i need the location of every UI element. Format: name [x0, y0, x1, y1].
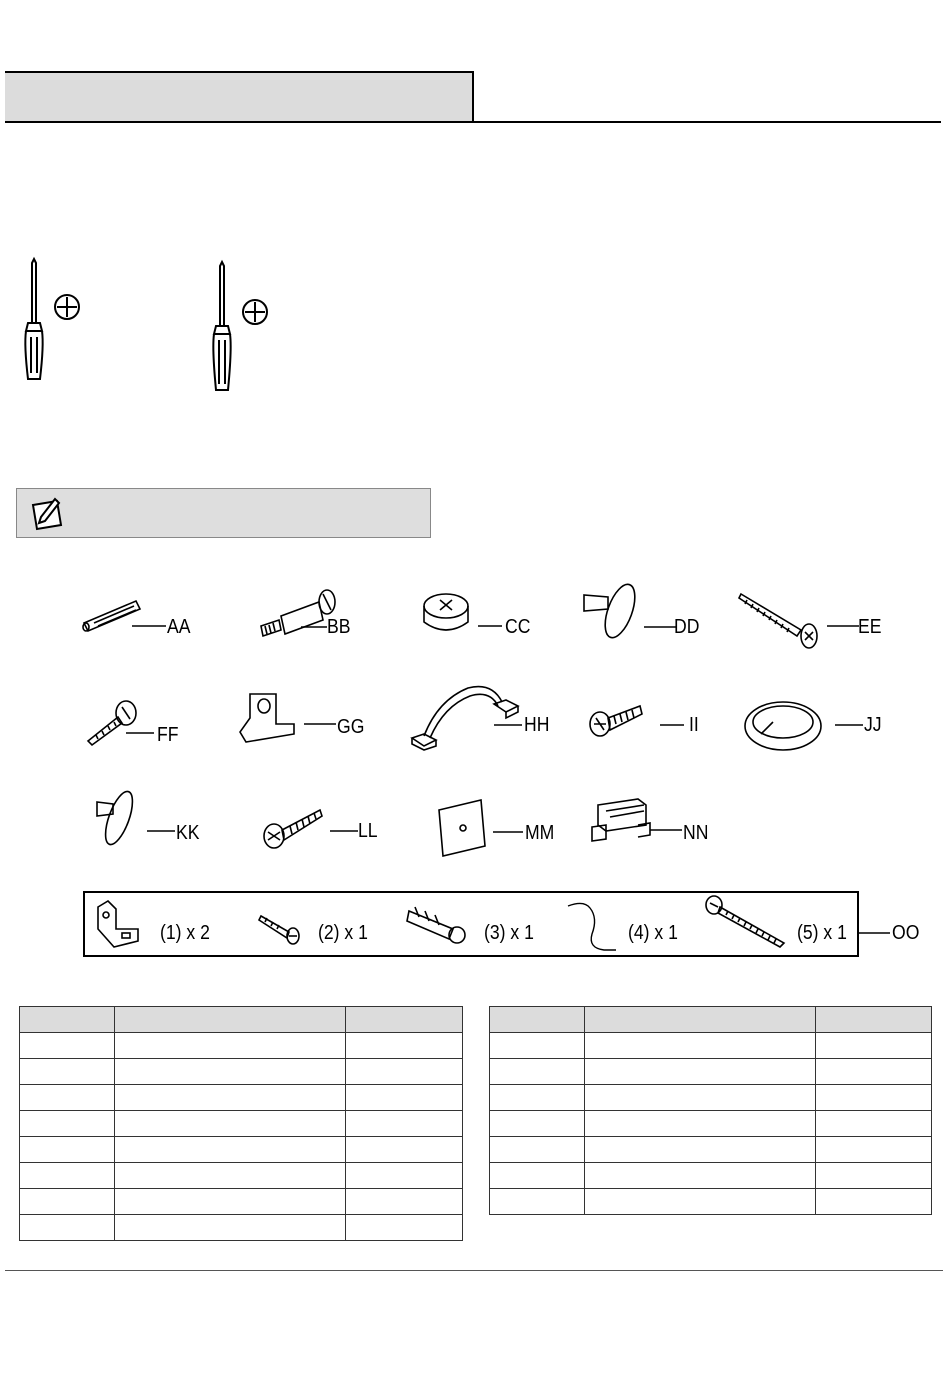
phillips-screwdriver-icon [208, 258, 278, 398]
hardware-label-dd: DD [674, 616, 700, 638]
hardware-label-ii: II [689, 714, 699, 736]
short-screw-icon [257, 910, 307, 946]
hardware-label-oo: OO [892, 922, 920, 944]
table-row [490, 1085, 932, 1111]
hardware-label-cc: CC [505, 616, 531, 638]
hardware-label-mm: MM [525, 822, 555, 844]
hardware-label-gg: GG [337, 716, 365, 738]
table-header-row [490, 1007, 932, 1033]
table-row [490, 1189, 932, 1215]
long-wood-screw-icon [704, 895, 794, 951]
long-screw-icon [737, 590, 827, 650]
wood-dowel-icon [80, 595, 150, 635]
kit-item-1-qty: (1) x 2 [160, 922, 210, 944]
hardware-label-ee: EE [858, 616, 882, 638]
strap-icon [564, 898, 624, 954]
wall-anchor-icon [405, 903, 475, 948]
magnetic-catch-icon [590, 797, 680, 847]
l-bracket-icon [94, 899, 144, 949]
table-row [20, 1085, 463, 1111]
square-plate-icon [437, 798, 497, 860]
phillips-screwdriver-icon [20, 255, 90, 395]
table-header-row [20, 1007, 463, 1033]
shelf-pin-icon [580, 585, 650, 645]
hardware-table-right [489, 1006, 932, 1215]
table-row [20, 1189, 463, 1215]
hardware-label-ff: FF [157, 724, 179, 746]
grommet-icon [743, 700, 833, 760]
shelf-support-bracket-icon [238, 688, 308, 748]
pan-head-screw-icon [84, 697, 154, 747]
table-row [490, 1033, 932, 1059]
kit-item-5-qty: (5) x 1 [797, 922, 847, 944]
table-row [490, 1137, 932, 1163]
table-row [20, 1033, 463, 1059]
hardware-label-ll: LL [358, 820, 378, 842]
table-row [20, 1059, 463, 1085]
table-row [490, 1059, 932, 1085]
flat-head-screw-icon [262, 806, 332, 856]
table-row [20, 1137, 463, 1163]
handle-icon [408, 680, 518, 755]
table-row [490, 1111, 932, 1137]
hardware-label-kk: KK [176, 822, 200, 844]
hardware-label-hh: HH [524, 714, 550, 736]
table-row [20, 1215, 463, 1241]
cam-lock-icon [418, 590, 478, 640]
hardware-label-nn: NN [683, 822, 709, 844]
table-row [490, 1163, 932, 1189]
shelf-pin-icon [95, 792, 155, 852]
kit-item-3-qty: (3) x 1 [484, 922, 534, 944]
kit-leader-line [858, 932, 892, 936]
note-box [16, 488, 431, 538]
kit-item-2-qty: (2) x 1 [318, 922, 368, 944]
hardware-table-left [19, 1006, 463, 1241]
hardware-label-bb: BB [327, 616, 351, 638]
note-pencil-icon [27, 495, 67, 531]
hardware-label-aa: AA [167, 616, 191, 638]
footer-rule [5, 1270, 943, 1271]
header-title-band [5, 71, 474, 121]
table-row [20, 1111, 463, 1137]
hardware-label-jj: JJ [864, 714, 882, 736]
kit-item-4-qty: (4) x 1 [628, 922, 678, 944]
table-row [20, 1163, 463, 1189]
machine-screw-icon [588, 700, 648, 740]
header-rule [5, 121, 941, 123]
